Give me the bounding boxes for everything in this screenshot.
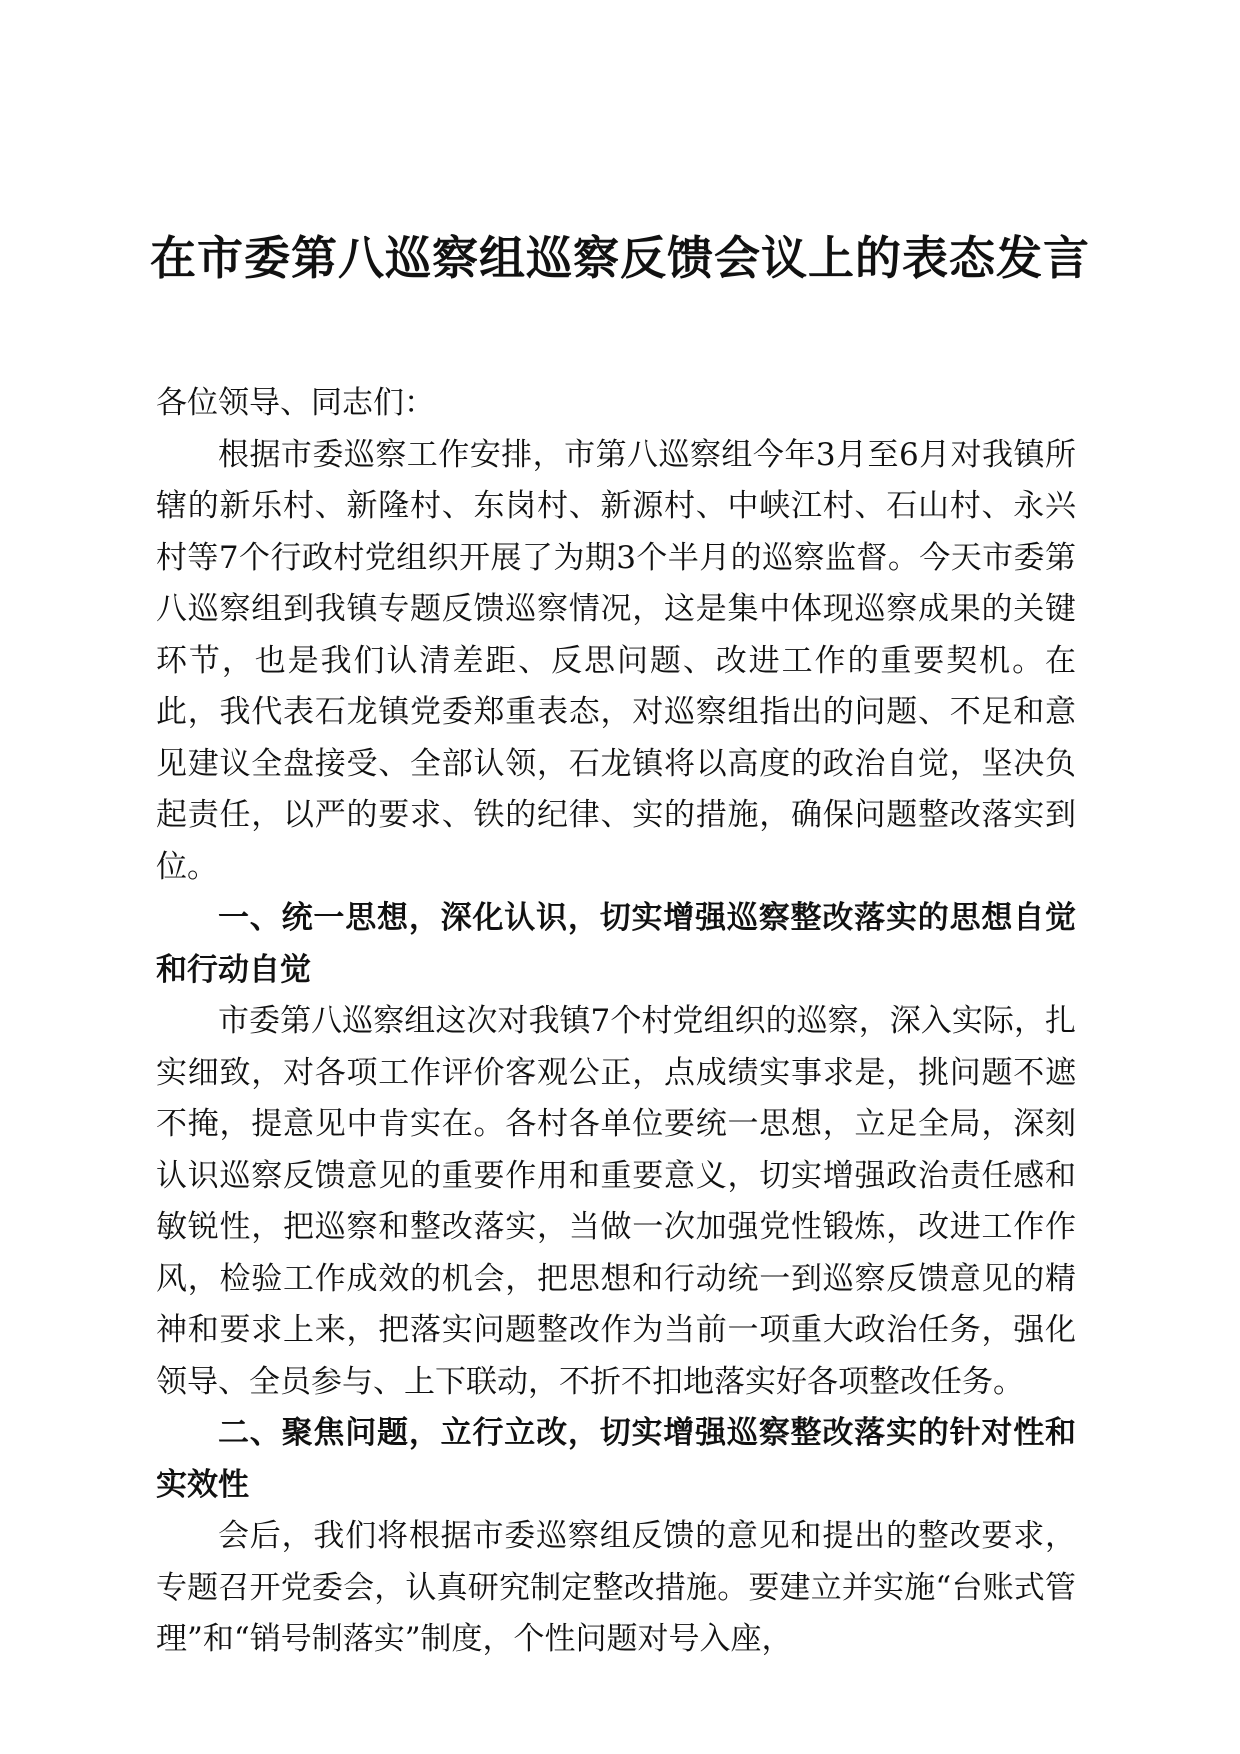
- section-heading-2: 二、聚焦问题，立行立改，切实增强巡察整改落实的针对性和实效性: [156, 1415, 1076, 1503]
- salutation: 各位领导、同志们：: [156, 385, 435, 421]
- section-heading-1: 一、统一思想，深化认识，切实增强巡察整改落实的思想自觉和行动自觉: [156, 900, 1076, 988]
- paragraph-section-2: 会后，我们将根据市委巡察组反馈的意见和提出的整改要求，专题召开党委会，认真研究制定整改措施。要建立并实施“台账式管理”和“销号制落实”制度，个性问题对号入座，: [156, 1518, 1076, 1657]
- document-title: 在市委第八巡察组巡察反馈会议上的表态发言: [150, 231, 1090, 285]
- paragraph-intro: 根据市委巡察工作安排，市第八巡察组今年3月至6月对我镇所辖的新乐村、新隆村、东岗村、新源村、中峡江村、石山村、永兴村等7个行政村党组织开展了为期3个半月的巡察监督。今天市委第八巡察组到我镇专题反馈巡察情况，这是集中体现巡察成果的关键环节，也是我们认清差距、反思问题、改进工作的重要契机。在此，我代表石龙镇党委郑重表态，对巡察组指出的问题、不足和意见建议全盘接受、全部认领，石龙镇将以高度的政治自觉，坚决负起责任，以严的要求、铁的纪律、实的措施，确保问题整改落实到位。: [156, 436, 1076, 885]
- document-body: [156, 378, 1076, 1666]
- paragraph-section-1: 市委第八巡察组这次对我镇7个村党组织的巡察，深入实际，扎实细致，对各项工作评价客观公正，点成绩实事求是，挑问题不遮不掩，提意见中肯实在。各村各单位要统一思想，立足全局，深刻认识巡察反馈意见的重要作用和重要意义，切实增强政治责任感和敏锐性，把巡察和整改落实，当做一次加强党性锻炼，改进工作作风，检验工作成效的机会，把思想和行动统一到巡察反馈意见的精神和要求上来，把落实问题整改作为当前一项重大政治任务，强化领导、全员参与、上下联动，不折不扣地落实好各项整改任务。: [156, 1003, 1076, 1400]
